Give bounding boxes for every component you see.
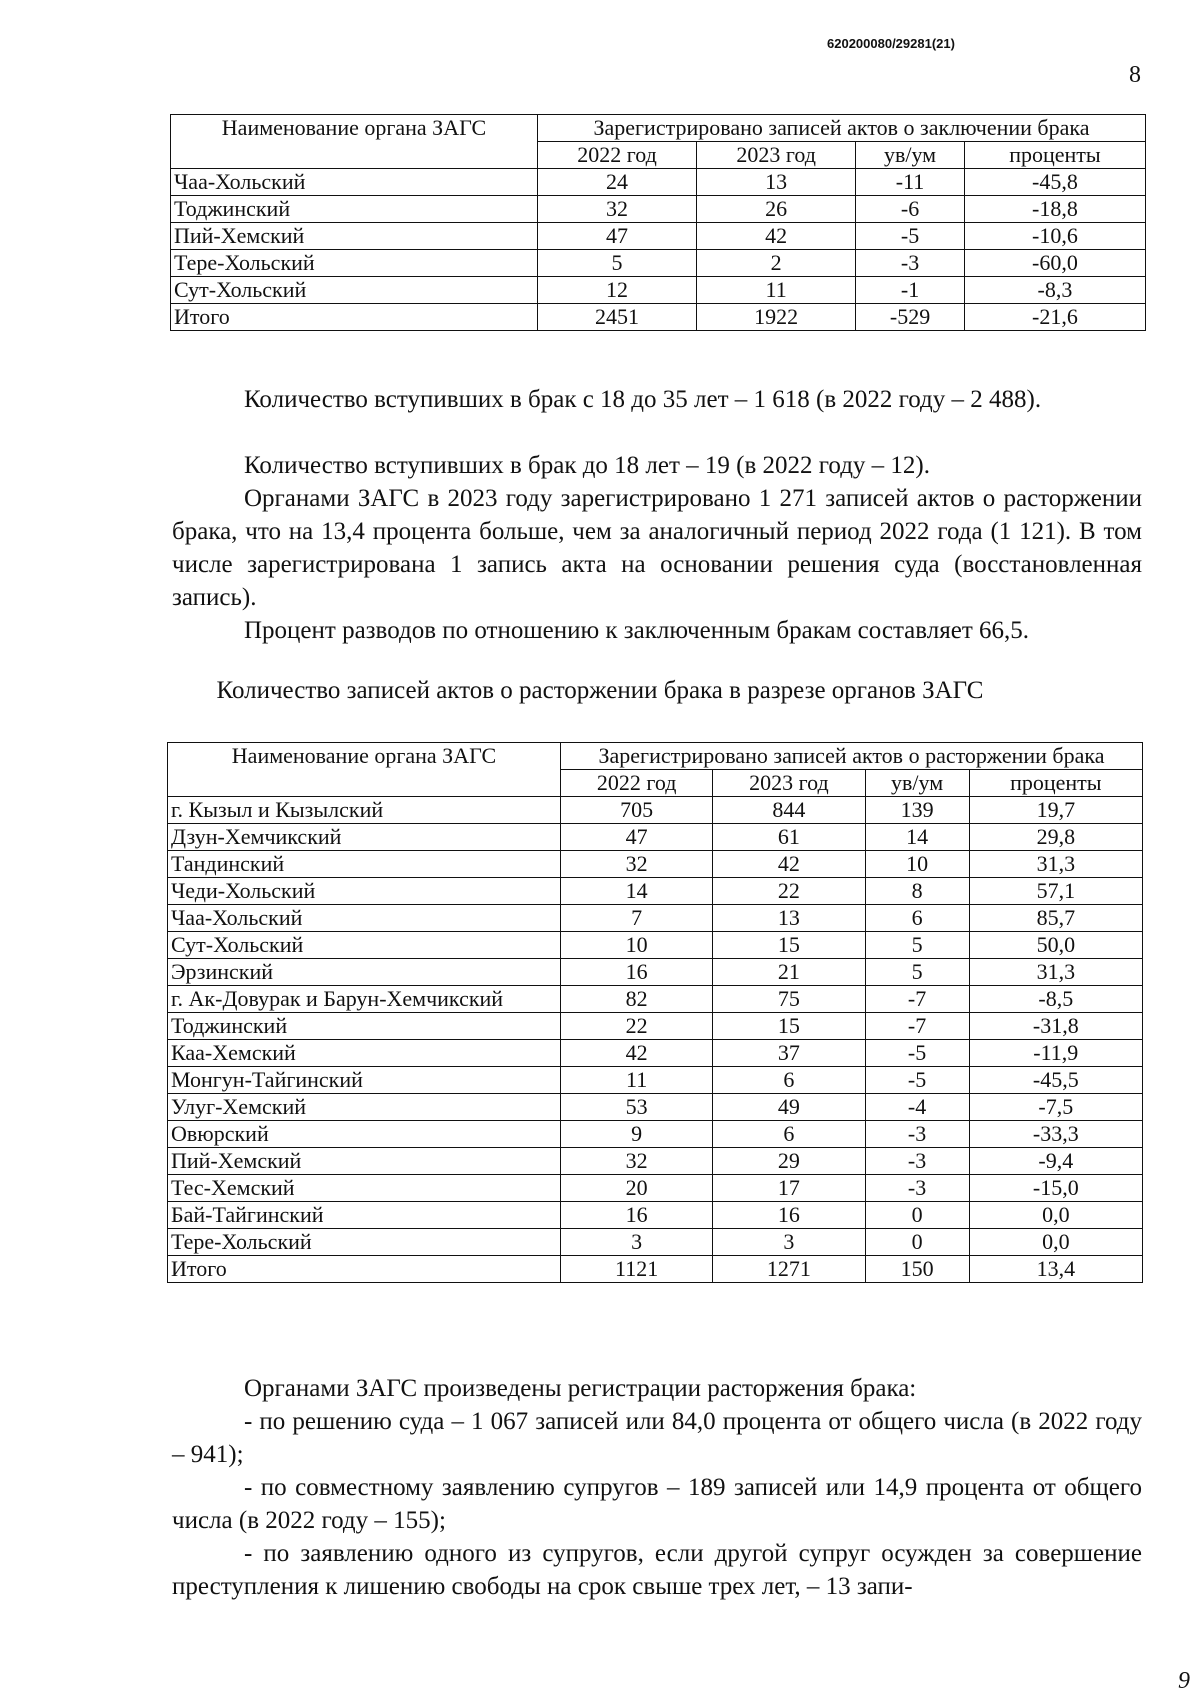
cell-value: 32	[561, 851, 713, 878]
cell-value: -8,5	[969, 986, 1142, 1013]
cell-value: -3	[865, 1148, 969, 1175]
cell-value: 150	[865, 1256, 969, 1283]
cell-value: -10,6	[964, 223, 1145, 250]
table-row	[168, 851, 1143, 878]
cell-value: 20	[561, 1175, 713, 1202]
cell-value: -7,5	[969, 1094, 1142, 1121]
table-row	[168, 1229, 1143, 1256]
cell-value: 5	[538, 250, 697, 277]
cell-value: -3	[856, 250, 965, 277]
next-page-number: 9	[1178, 1668, 1190, 1694]
office-name: Пий-Хемский	[168, 1148, 561, 1175]
document-id: 620200080/29281(21)	[827, 36, 955, 51]
cell-value: 8	[865, 878, 969, 905]
table-row	[171, 250, 1146, 277]
office-name: Тере-Хольский	[168, 1229, 561, 1256]
table-row	[168, 1094, 1143, 1121]
office-name: г. Кызыл и Кызылский	[168, 797, 561, 824]
column-header: ув/ум	[856, 142, 965, 169]
paragraph: Количество вступивших в брак до 18 лет – 19 (в 2022 году – 12).	[244, 452, 931, 479]
office-name: Овюрский	[168, 1121, 561, 1148]
office-name: Тес-Хемский	[168, 1175, 561, 1202]
cell-value: 11	[561, 1067, 713, 1094]
cell-value: -7	[865, 986, 969, 1013]
cell-value: 13	[713, 905, 865, 932]
table-row	[168, 1013, 1143, 1040]
cell-value: 14	[561, 878, 713, 905]
office-name: Дзун-Хемчикский	[168, 824, 561, 851]
paragraph: Органами ЗАГС в 2023 году зарегистрировано 1 271 записей актов о расторжении брака, что на 13,4 процента больше, чем за аналогичный период 2022 года (1 121). В том числе зарегистрирована 1 запись акта на основании решения суда (восстановленная запись).	[172, 485, 1142, 611]
cell-value: -5	[865, 1067, 969, 1094]
cell-value: 22	[713, 878, 865, 905]
cell-value: -8,3	[964, 277, 1145, 304]
cell-value: -31,8	[969, 1013, 1142, 1040]
office-name: Каа-Хемский	[168, 1040, 561, 1067]
cell-value: 22	[561, 1013, 713, 1040]
cell-value: 5	[865, 959, 969, 986]
header-group: Зарегистрировано записей актов о заключении брака	[538, 115, 1146, 142]
cell-value: -45,8	[964, 169, 1145, 196]
cell-value: 139	[865, 797, 969, 824]
cell-value: 50,0	[969, 932, 1142, 959]
cell-value: 15	[713, 1013, 865, 1040]
table-row	[168, 1067, 1143, 1094]
cell-value: 13	[697, 169, 856, 196]
cell-value: 6	[713, 1067, 865, 1094]
cell-value: 19,7	[969, 797, 1142, 824]
cell-value: 11	[697, 277, 856, 304]
cell-value: 14	[865, 824, 969, 851]
cell-value: -3	[865, 1121, 969, 1148]
cell-value: 12	[538, 277, 697, 304]
cell-value: 31,3	[969, 959, 1142, 986]
cell-value: 82	[561, 986, 713, 1013]
cell-value: 7	[561, 905, 713, 932]
paragraph: - по решению суда – 1 067 записей или 84,0 процента от общего числа (в 2022 году – 941);	[172, 1408, 1142, 1468]
cell-value: 42	[561, 1040, 713, 1067]
cell-value: 844	[713, 797, 865, 824]
column-header: проценты	[964, 142, 1145, 169]
cell-value: 705	[561, 797, 713, 824]
office-name: Монгун-Тайгинский	[168, 1067, 561, 1094]
cell-value: 10	[865, 851, 969, 878]
cell-value: 53	[561, 1094, 713, 1121]
column-header: 2022 год	[538, 142, 697, 169]
cell-value: -18,8	[964, 196, 1145, 223]
office-name: Тандинский	[168, 851, 561, 878]
cell-value: 42	[713, 851, 865, 878]
cell-value: -5	[856, 223, 965, 250]
cell-value: -5	[865, 1040, 969, 1067]
cell-value: -4	[865, 1094, 969, 1121]
cell-value: 6	[865, 905, 969, 932]
paragraph: Количество вступивших в брак с 18 до 35 лет – 1 618 (в 2022 году – 2 488).	[244, 386, 1042, 413]
cell-value: 9	[561, 1121, 713, 1148]
office-name: Тоджинский	[171, 196, 538, 223]
cell-value: 47	[561, 824, 713, 851]
cell-value: 49	[713, 1094, 865, 1121]
header-name: Наименование органа ЗАГС	[168, 743, 561, 797]
table-row	[171, 169, 1146, 196]
column-header: 2023 год	[713, 770, 865, 797]
column-header: 2023 год	[697, 142, 856, 169]
table-row	[168, 1148, 1143, 1175]
paragraph: Процент разводов по отношению к заключенным бракам составляет 66,5.	[244, 617, 1029, 644]
cell-value: -21,6	[964, 304, 1145, 331]
table-row	[168, 905, 1143, 932]
table-row	[168, 1175, 1143, 1202]
office-name: Улуг-Хемский	[168, 1094, 561, 1121]
cell-value: 0,0	[969, 1229, 1142, 1256]
cell-value: 1121	[561, 1256, 713, 1283]
column-header: 2022 год	[561, 770, 713, 797]
column-header: проценты	[969, 770, 1142, 797]
header-name: Наименование органа ЗАГС	[171, 115, 538, 169]
office-name: Тоджинский	[168, 1013, 561, 1040]
cell-value: 0	[865, 1229, 969, 1256]
cell-value: -11	[856, 169, 965, 196]
cell-value: -9,4	[969, 1148, 1142, 1175]
cell-value: 57,1	[969, 878, 1142, 905]
office-name: Бай-Тайгинский	[168, 1202, 561, 1229]
cell-value: 17	[713, 1175, 865, 1202]
office-name: Эрзинский	[168, 959, 561, 986]
cell-value: 6	[713, 1121, 865, 1148]
table-row	[168, 959, 1143, 986]
marriage-table	[170, 114, 1146, 331]
cell-value: -6	[856, 196, 965, 223]
office-name: Пий-Хемский	[171, 223, 538, 250]
cell-value: 2451	[538, 304, 697, 331]
office-name: Сут-Хольский	[171, 277, 538, 304]
header-group: Зарегистрировано записей актов о расторжении брака	[561, 743, 1143, 770]
cell-value: 2	[697, 250, 856, 277]
office-name: Итого	[171, 304, 538, 331]
cell-value: 32	[538, 196, 697, 223]
cell-value: 16	[561, 959, 713, 986]
paragraph: Органами ЗАГС произведены регистрации расторжения брака:	[244, 1375, 917, 1402]
cell-value: 21	[713, 959, 865, 986]
table-row	[168, 986, 1143, 1013]
table-row	[168, 878, 1143, 905]
cell-value: -60,0	[964, 250, 1145, 277]
cell-value: 1922	[697, 304, 856, 331]
office-name: Чаа-Хольский	[171, 169, 538, 196]
cell-value: 24	[538, 169, 697, 196]
office-name: Чеди-Хольский	[168, 878, 561, 905]
table-row	[171, 277, 1146, 304]
cell-value: 61	[713, 824, 865, 851]
cell-value: -3	[865, 1175, 969, 1202]
cell-value: -1	[856, 277, 965, 304]
cell-value: -15,0	[969, 1175, 1142, 1202]
table-row	[171, 223, 1146, 250]
table-row	[171, 304, 1146, 331]
cell-value: 0,0	[969, 1202, 1142, 1229]
cell-value: -11,9	[969, 1040, 1142, 1067]
cell-value: -529	[856, 304, 965, 331]
table-row	[168, 932, 1143, 959]
office-name: Чаа-Хольский	[168, 905, 561, 932]
cell-value: 37	[713, 1040, 865, 1067]
cell-value: 29,8	[969, 824, 1142, 851]
office-name: г. Ак-Довурак и Барун-Хемчикский	[168, 986, 561, 1013]
cell-value: 29	[713, 1148, 865, 1175]
cell-value: 16	[561, 1202, 713, 1229]
cell-value: 15	[713, 932, 865, 959]
cell-value: 31,3	[969, 851, 1142, 878]
cell-value: 3	[561, 1229, 713, 1256]
cell-value: 26	[697, 196, 856, 223]
cell-value: -45,5	[969, 1067, 1142, 1094]
office-name: Сут-Хольский	[168, 932, 561, 959]
cell-value: -7	[865, 1013, 969, 1040]
table-row	[168, 797, 1143, 824]
cell-value: 42	[697, 223, 856, 250]
cell-value: 16	[713, 1202, 865, 1229]
cell-value: 1271	[713, 1256, 865, 1283]
table-row	[168, 1121, 1143, 1148]
table-row	[168, 1040, 1143, 1067]
paragraph: - по совместному заявлению супругов – 189 записей или 14,9 процента от общего числа (в 2022 году – 155);	[172, 1474, 1142, 1534]
cell-value: 3	[713, 1229, 865, 1256]
table-row	[171, 196, 1146, 223]
cell-value: 47	[538, 223, 697, 250]
cell-value: 10	[561, 932, 713, 959]
page-number: 8	[1129, 62, 1141, 88]
cell-value: 32	[561, 1148, 713, 1175]
column-header: ув/ум	[865, 770, 969, 797]
cell-value: 13,4	[969, 1256, 1142, 1283]
cell-value: 85,7	[969, 905, 1142, 932]
table-row	[168, 1256, 1143, 1283]
table-row	[168, 824, 1143, 851]
cell-value: 5	[865, 932, 969, 959]
table-caption: Количество записей актов о расторжении брака в разрезе органов ЗАГС	[216, 677, 984, 704]
office-name: Тере-Хольский	[171, 250, 538, 277]
divorce-table	[167, 742, 1143, 1283]
paragraph: - по заявлению одного из супругов, если другой супруг осужден за совершение преступления к лишению свободы на срок свыше трех лет, – 13 запи-	[172, 1540, 1142, 1600]
table-row	[168, 1202, 1143, 1229]
cell-value: 75	[713, 986, 865, 1013]
office-name: Итого	[168, 1256, 561, 1283]
cell-value: 0	[865, 1202, 969, 1229]
cell-value: -33,3	[969, 1121, 1142, 1148]
